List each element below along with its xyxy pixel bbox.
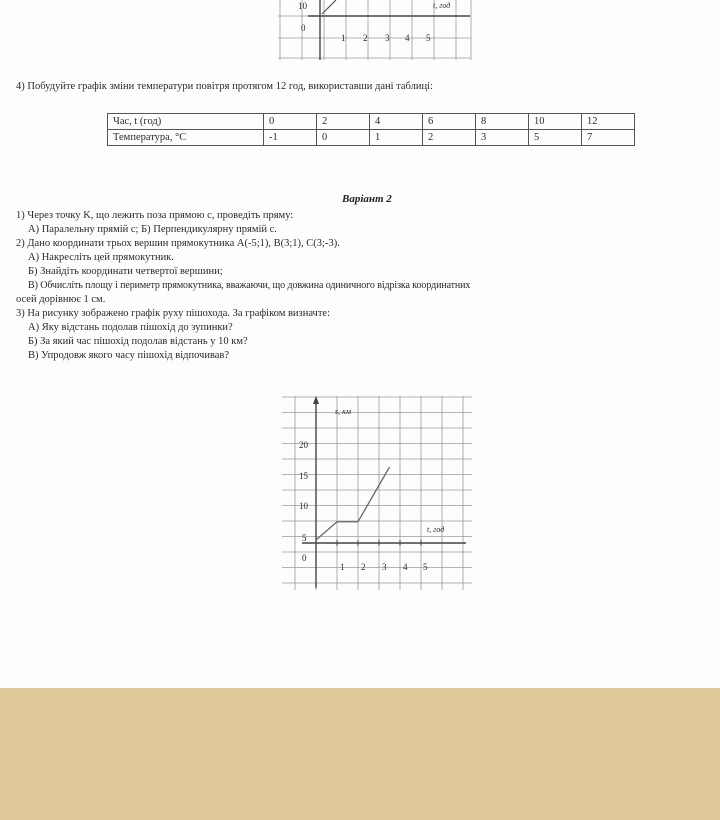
top-x-axis-label: t, год [433,1,451,10]
top-x-tick-2: 2 [363,33,368,43]
table-cell: Температура, °С [108,130,264,146]
table-cell: 1 [370,130,423,146]
task2-c-cont: осей дорівнює 1 см. [16,294,106,305]
table-cell: 2 [423,130,476,146]
task3-c: В) Упродовж якого часу пішохід відпочивав? [28,350,230,361]
top-y-tick-10: 10 [298,1,307,11]
table-cell: 12 [582,114,635,130]
top-x-tick-4: 4 [405,33,410,43]
variant-title: Варіант 2 [342,193,392,205]
table-cell: -1 [264,130,317,146]
x-tick-3: 3 [382,562,387,572]
x-tick-4: 4 [403,562,408,572]
table-cell: 0 [264,114,317,130]
table-cell: 8 [476,114,529,130]
task4-text: 4) Побудуйте графік зміни температури повітря протягом 12 год, використавши дані таблиці: [16,81,433,92]
task2-b: Б) Знайдіть координати четвертої вершини; [28,266,223,277]
task3-b: Б) За який час пішохід подолав відстань у 10 км? [28,336,248,347]
table-cell: Час, t (год) [108,114,264,130]
task2-line: 2) Дано координати трьох вершин прямокутника A(-5;1), B(3;1), C(3;-3). [16,238,340,249]
top-origin-label: 0 [301,23,306,33]
task2-a: А) Накресліть цей прямокутник. [28,252,174,263]
table-cell: 2 [317,114,370,130]
table-cell: 3 [476,130,529,146]
table-cell: 6 [423,114,476,130]
y-tick-20: 20 [299,440,308,450]
table-cell: 5 [529,130,582,146]
motion-graph [282,392,472,592]
table-row [108,114,635,130]
x-axis-label: t, год [427,525,445,534]
origin-label: 0 [302,553,307,563]
table-cell: 10 [529,114,582,130]
x-tick-2: 2 [361,562,366,572]
page-footer-band [0,688,720,820]
series-line [316,467,390,540]
table-cell: 0 [317,130,370,146]
graph-grid [282,396,472,590]
task3-line: 3) На рисунку зображено графік руху пішохода. За графіком визначте: [16,308,331,319]
table-row [108,130,635,146]
top-x-tick-3: 3 [385,33,390,43]
top-x-tick-1: 1 [341,33,346,43]
task1-options: А) Паралельну прямій с; Б) Перпендикулярну прямій с. [28,224,277,235]
task1-line: 1) Через точку K, що лежить поза прямою с, проведіть пряму: [16,210,294,221]
y-axis-label: s, км [335,407,351,416]
table-cell: 7 [582,130,635,146]
x-tick-5: 5 [423,562,428,572]
y-tick-5: 5 [302,533,307,543]
top-x-tick-5: 5 [426,33,431,43]
task2-c: В) Обчисліть площу і периметр прямокутника, вважаючи, що довжина одиничного відрізка координатних [28,280,471,291]
table-cell: 4 [370,114,423,130]
temperature-table [107,113,635,146]
x-tick-1: 1 [340,562,345,572]
y-tick-15: 15 [299,471,308,481]
y-tick-10: 10 [299,501,308,511]
task3-a: А) Яку відстань подолав пішохід до зупинки? [28,322,233,333]
